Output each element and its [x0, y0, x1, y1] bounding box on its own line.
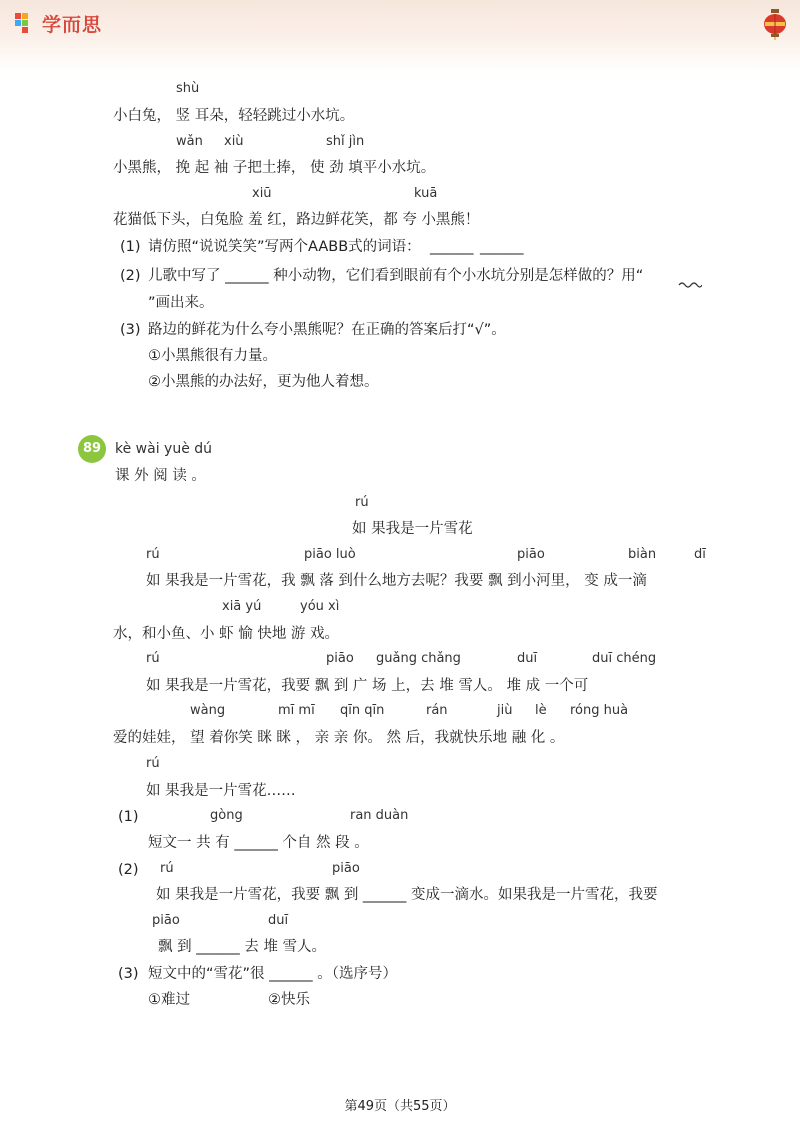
passage-title: 如 果我是一片雪花: [352, 521, 473, 537]
q89-1-pinyin-a: gòng: [210, 808, 243, 823]
p1-pinyin-d: biàn: [628, 547, 657, 562]
poem-line1-pinyin: shù: [176, 81, 200, 96]
q89-1-number: (1): [118, 809, 139, 825]
q88-2-text: 儿歌中写了 ______ 种小动物，它们看到眼前有个小水坑分别是怎样做的？用“: [148, 268, 644, 284]
q89-2-pinyin-c: piāo: [152, 913, 180, 928]
p1-pinyin-c: piāo: [517, 547, 545, 562]
p3-line: 如 果我是一片雪花……: [146, 783, 296, 799]
q89-2-text-b: 飘 到 ______ 去 堆 雪人。: [158, 939, 327, 955]
q89-2-pinyin-a: rú: [160, 861, 174, 876]
poem-line2-pinyin-c: shǐ jìn: [326, 134, 365, 149]
logo-text: 学而思: [42, 14, 103, 36]
p2-pinyin-e: duī chéng: [592, 651, 657, 666]
p1-pinyin-a: rú: [146, 547, 160, 562]
q89-1-text: 短文一 共 有 ______ 个自 然 段 。: [148, 835, 369, 851]
q89-2-text: 如 果我是一片雪花，我要 飘 到 ______ 变成一滴水。如果我是一片雪花，我要: [156, 887, 658, 903]
p1-pinyin-g: yóu xì: [300, 599, 340, 614]
poem-line2: 小黑熊， 挽 起 袖 子把土捧， 使 劲 填平小水坑。: [113, 160, 436, 176]
p2-line1: 如 果我是一片雪花，我要 飘 到 广 场 上，去 堆 雪人。 堆 成 一个可: [146, 678, 589, 694]
p2-pinyin-f: wàng: [190, 703, 226, 718]
passage-title-pinyin: rú: [355, 495, 369, 510]
poem-line3: 花猫低下头，白兔脸 羞 红，路边鲜花笑，都 夸 小黑熊！: [113, 212, 480, 228]
p1-line1: 如 果我是一片雪花，我 飘 落 到什么地方去呢？我要 飘 到小河里， 变 成一滴: [146, 573, 647, 589]
q88-1-text: 请仿照“说说笑笑”写两个AABB式的词语：: [148, 239, 421, 255]
poem-line2-pinyin-b: xiù: [224, 134, 244, 149]
q88-1-blank-1[interactable]: ______: [430, 239, 474, 255]
q89-1-pinyin-b: ran duàn: [350, 808, 409, 823]
p2-pinyin-c: guǎng chǎng: [376, 651, 461, 666]
poem-line3-pinyin-a: xiū: [252, 186, 272, 201]
page-number: 第49页（共55页）: [344, 1099, 456, 1114]
q89-3-option-1[interactable]: ①难过: [148, 992, 190, 1008]
p2-line2: 爱的娃娃， 望 着你笑 眯 眯 ， 亲 亲 你。 然 后，我就快乐地 融 化 。: [113, 730, 565, 746]
q89-3-text: 短文中的“雪花”很 ______ 。（选序号）: [148, 966, 397, 982]
wavy-underline-icon: [678, 280, 702, 290]
logo-mark-icon: [14, 11, 38, 37]
header-band: [0, 0, 800, 72]
q89-3-number: (3): [118, 966, 139, 982]
p2-pinyin-j: jiù: [497, 703, 513, 718]
poem-line1: 小白兔， 竖 耳朵，轻轻跳过小水坑。: [113, 108, 355, 124]
q89-title-pinyin: kè wài yuè dú: [115, 441, 213, 457]
p2-pinyin-g: mī mī: [278, 703, 315, 718]
p1-pinyin-e: dī: [694, 547, 706, 562]
poem-line2-pinyin-a: wǎn: [176, 134, 203, 149]
q89-3-option-2[interactable]: ②快乐: [268, 992, 310, 1008]
question-number-badge: 89: [78, 435, 106, 463]
p2-pinyin-a: rú: [146, 651, 160, 666]
p1-pinyin-f: xiā yú: [222, 599, 262, 614]
p1-line2: 水，和小鱼、小 虾 愉 快地 游 戏。: [113, 626, 340, 642]
q88-1-number: (1): [120, 239, 141, 255]
q89-title: 课 外 阅 读 。: [115, 468, 206, 484]
q88-3-text: 路边的鲜花为什么夸小黑熊呢？在正确的答案后打“√”。: [148, 322, 506, 338]
lantern-icon: [762, 8, 788, 40]
q89-2-pinyin-b: piāo: [332, 861, 360, 876]
q88-3-option-1[interactable]: ①小黑熊很有力量。: [148, 348, 277, 364]
p2-pinyin-k: lè: [535, 703, 547, 718]
q88-2-text-cont: ”画出来。: [148, 295, 214, 311]
p2-pinyin-d: duī: [517, 651, 538, 666]
q89-2-pinyin-d: duī: [268, 913, 289, 928]
q88-2-number: (2): [120, 268, 141, 284]
p2-pinyin-i: rán: [426, 703, 448, 718]
q88-3-number: (3): [120, 322, 141, 338]
p2-pinyin-l: róng huà: [570, 703, 629, 718]
q88-1-blank-2[interactable]: ______: [480, 239, 524, 255]
poem-line3-pinyin-b: kuā: [414, 186, 438, 201]
p1-pinyin-b: piāo luò: [304, 547, 356, 562]
p2-pinyin-b: piāo: [326, 651, 354, 666]
p3-pinyin: rú: [146, 756, 160, 771]
brand-logo: [14, 10, 102, 37]
p2-pinyin-h: qīn qīn: [340, 703, 385, 718]
q89-2-number: (2): [118, 862, 139, 878]
q88-3-option-2[interactable]: ②小黑熊的办法好，更为他人着想。: [148, 374, 379, 390]
